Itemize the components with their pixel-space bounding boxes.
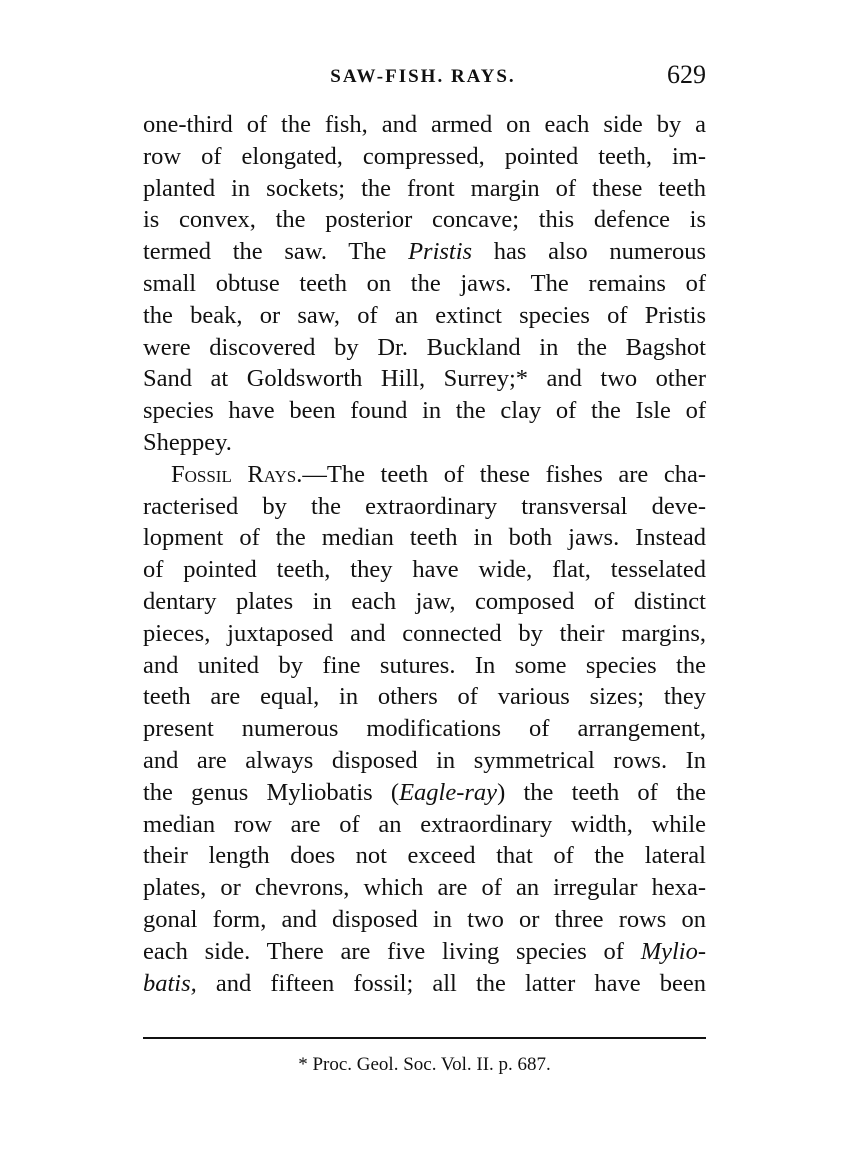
text-line: planted in sockets; the front margin of these teeth <box>143 174 706 202</box>
paragraph-heading-line <box>143 459 706 491</box>
text-line: teeth are equal, in others of various sizes; they <box>143 683 706 711</box>
text-fragment: ) the teeth of the <box>497 778 706 806</box>
text-line: the beak, or saw, of an extinct species of Pristis <box>143 301 706 329</box>
text-line: their length does not exceed that of the lateral <box>143 842 706 870</box>
text-fragment: termed the saw. The <box>143 238 409 266</box>
text-line: species have been found in the clay of the Isle of <box>143 397 706 425</box>
text-line: row of elongated, compressed, pointed teeth, im- <box>143 142 706 170</box>
footnote: * Proc. Geol. Soc. Vol. II. p. 687. <box>298 1054 551 1075</box>
italic-term: Mylio- <box>640 937 706 965</box>
running-head <box>140 60 706 96</box>
text-line: Sheppey. <box>143 428 232 456</box>
text-line: gonal form, and disposed in two or three rows on <box>143 905 706 933</box>
text-line <box>143 968 706 1000</box>
text-line: is convex, the posterior concave; this defence is <box>143 206 706 234</box>
text-line: racterised by the extraordinary transversal deve- <box>143 492 706 520</box>
italic-term: Eagle-ray <box>399 778 498 806</box>
text-line <box>143 236 706 268</box>
text-line: small obtuse teeth on the jaws. The remains of <box>143 269 706 297</box>
text-line: pieces, juxtaposed and connected by their margins, <box>143 619 706 647</box>
text-line: and united by fine sutures. In some species the <box>143 651 706 679</box>
text-line: one-third of the fish, and armed on each side by a <box>143 111 706 138</box>
text-fragment: the genus Myliobatis ( <box>143 778 400 806</box>
text-fragment: each side. There are five living species of <box>143 937 641 965</box>
text-fragment: —The teeth of these fishes are cha- <box>302 460 706 488</box>
text-line: Sand at Goldsworth Hill, Surrey;* and two other <box>143 365 706 393</box>
text-line: median row are of an extraordinary width, while <box>143 810 706 838</box>
section-heading: Fossil Rays. <box>171 460 303 488</box>
body-text <box>143 109 706 999</box>
text-fragment: has also numerous <box>472 238 706 266</box>
text-line: of pointed teeth, they have wide, flat, tesselated <box>143 556 706 584</box>
text-line: present numerous modifications of arrangement, <box>143 715 706 743</box>
running-title: SAW-FISH. RAYS. <box>330 66 516 87</box>
text-line: dentary plates in each jaw, composed of distinct <box>143 587 706 615</box>
text-line <box>143 777 706 809</box>
page-number: 629 <box>667 60 706 89</box>
text-line: were discovered by Dr. Buckland in the Bagshot <box>143 333 706 361</box>
text-line: lopment of the median teeth in both jaws. Instead <box>143 524 706 552</box>
text-fragment: and fifteen fossil; all the latter have been <box>196 969 706 997</box>
text-line: and are always disposed in symmetrical rows. In <box>143 746 706 774</box>
italic-term: Pristis <box>408 238 473 266</box>
text-line <box>143 936 706 968</box>
italic-term: batis, <box>143 969 197 997</box>
text-line: plates, or chevrons, which are of an irregular hexa- <box>143 874 706 902</box>
footnote-rule <box>143 1037 706 1039</box>
